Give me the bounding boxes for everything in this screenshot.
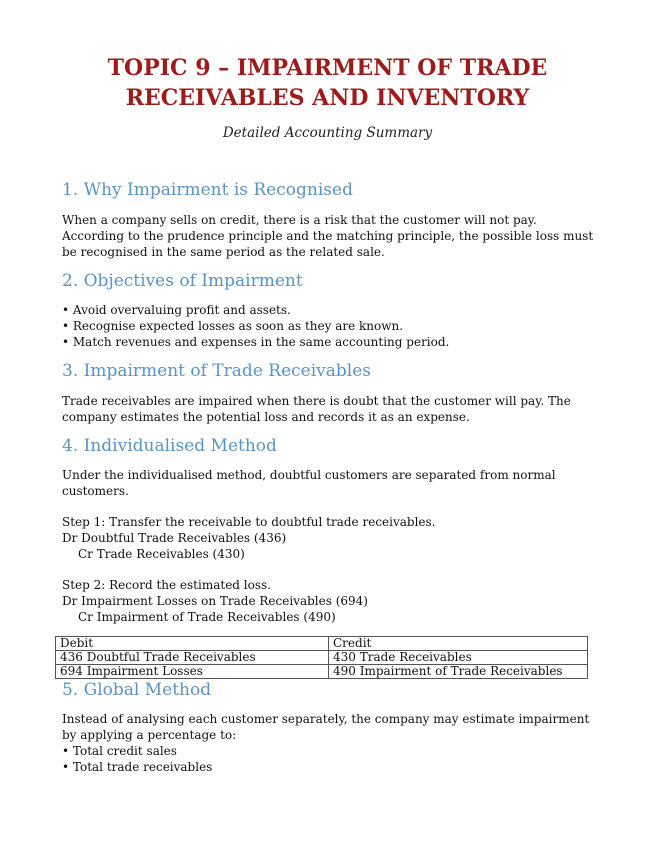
column-header-credit: Credit (329, 637, 588, 651)
step-1-credit: Cr Trade Receivables (430) (78, 547, 245, 561)
section-5-body (62, 711, 592, 775)
step-2-debit: Dr Impairment Losses on Trade Receivables (694) (62, 594, 368, 608)
body-line: According to the prudence principle and the matching principle, the possible loss must (62, 229, 594, 243)
bullet-item: • Total trade receivables (62, 760, 213, 774)
section-4-heading: 4. Individualised Method (62, 436, 277, 456)
title-line-2: RECEIVABLES AND INVENTORY (125, 85, 530, 111)
table-cell: 490 Impairment of Trade Receivables (329, 665, 588, 679)
section-5-heading: 5. Global Method (62, 680, 212, 700)
section-2-bullets (62, 302, 592, 350)
step-1-label: Step 1: Transfer the receivable to doubtful trade receivables. (62, 515, 436, 529)
body-line: Under the individualised method, doubtful customers are separated from normal (62, 468, 556, 482)
body-line: Trade receivables are impaired when there is doubt that the customer will pay. The (62, 394, 571, 408)
table-cell: 430 Trade Receivables (329, 651, 588, 665)
body-line: by applying a percentage to: (62, 728, 237, 742)
body-line: Instead of analysing each customer separately, the company may estimate impairment (62, 712, 590, 726)
step-1-debit: Dr Doubtful Trade Receivables (436) (62, 531, 287, 545)
section-3-body (62, 393, 592, 425)
bullet-item: • Total credit sales (62, 744, 177, 758)
step-2-label: Step 2: Record the estimated loss. (62, 578, 271, 592)
title-line-1: TOPIC 9 – IMPAIRMENT OF TRADE (107, 55, 548, 81)
table-header-row (56, 637, 588, 651)
table-cell: 694 Impairment Losses (56, 665, 329, 679)
column-header-debit: Debit (56, 637, 329, 651)
bullet-item: • Match revenues and expenses in the same accounting period. (62, 335, 450, 349)
table-row (56, 651, 588, 665)
bullet-item: • Recognise expected losses as soon as they are known. (62, 319, 404, 333)
step-2-credit: Cr Impairment of Trade Receivables (490) (78, 610, 336, 624)
body-line: When a company sells on credit, there is a risk that the customer will not pay. (62, 213, 537, 227)
section-3-heading: 3. Impairment of Trade Receivables (62, 361, 372, 381)
subtitle: Detailed Accounting Summary (222, 125, 433, 141)
body-line: company estimates the potential loss and records it as an expense. (62, 410, 470, 424)
step-2-entry (62, 577, 592, 625)
section-2-heading: 2. Objectives of Impairment (62, 271, 303, 291)
body-line: customers. (62, 484, 129, 498)
section-1-body (62, 212, 592, 260)
journal-entry-table (55, 636, 588, 679)
section-1-heading: 1. Why Impairment is Recognised (62, 180, 353, 200)
bullet-item: • Avoid overvaluing profit and assets. (62, 303, 291, 317)
body-line: be recognised in the same period as the related sale. (62, 245, 385, 259)
page-title (0, 53, 655, 113)
step-1-entry (62, 514, 592, 562)
table-cell: 436 Doubtful Trade Receivables (56, 651, 329, 665)
section-4-intro (62, 467, 592, 499)
table-row (56, 665, 588, 679)
